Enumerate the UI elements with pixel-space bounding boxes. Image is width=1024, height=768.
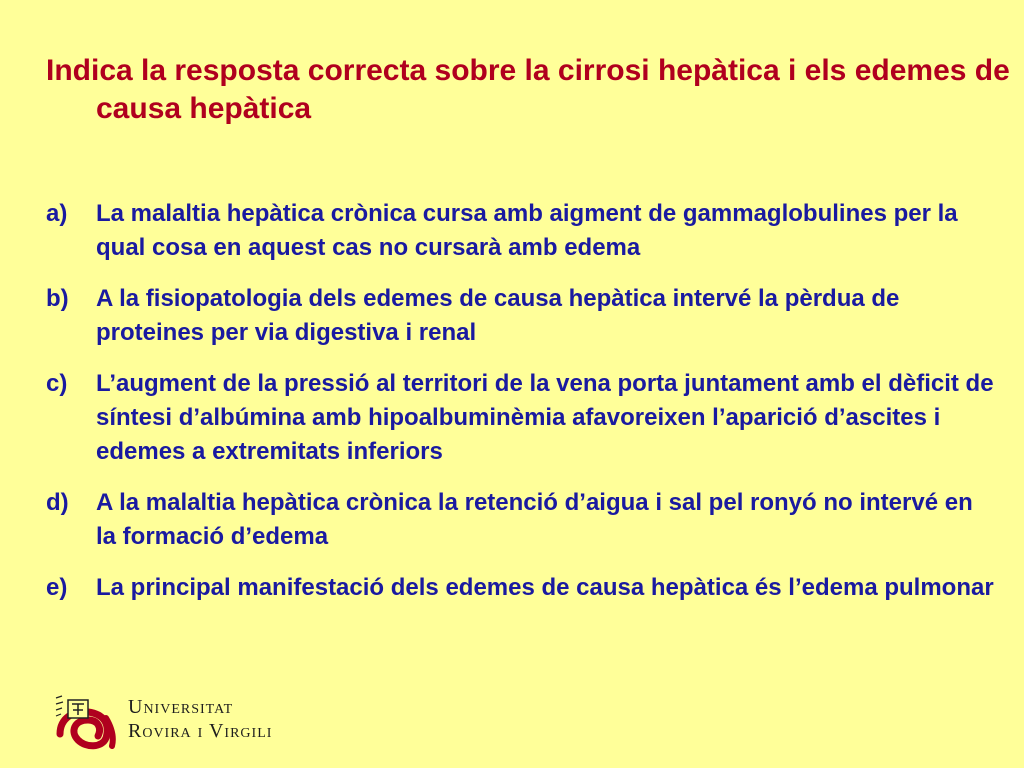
question-title: Indica la resposta correcta sobre la cirrosi hepàtica i els edemes de causa hepàtica [46, 54, 1010, 125]
option-d [46, 486, 996, 554]
option-text: A la malaltia hepàtica crònica la retenció d’aigua i sal pel ronyó no intervé en la formació d’edema [96, 489, 973, 550]
option-a [46, 197, 996, 265]
university-logo [52, 688, 322, 750]
option-e [46, 571, 996, 605]
option-letter: a) [46, 200, 68, 227]
option-text: A la fisiopatologia dels edemes de causa hepàtica intervé la pèrdua de proteines per via digestiva i renal [96, 285, 900, 346]
option-letter: e) [46, 574, 68, 601]
option-letter: c) [46, 370, 68, 397]
option-text: La malaltia hepàtica crònica cursa amb aigment de gammaglobulines per la qual cosa en aquest cas no cursarà amb edema [96, 200, 958, 261]
option-letter: b) [46, 285, 69, 312]
answer-options [46, 197, 996, 622]
university-name-line2: Rovira i Virgili [128, 720, 273, 742]
university-name [128, 695, 272, 743]
university-emblem-icon [52, 688, 118, 750]
option-c [46, 367, 996, 469]
option-text: La principal manifestació dels edemes de causa hepàtica és l’edema pulmonar [96, 574, 994, 601]
university-name-line1: Universitat [128, 696, 234, 718]
option-letter: d) [46, 489, 69, 516]
option-text: L’augment de la pressió al territori de la vena porta juntament amb el dèficit de síntesi d’albúmina amb hipoalbuminèmia afavoreixen l’aparició d’ascites i edemes a extremitats inferiors [96, 370, 994, 465]
option-b [46, 282, 996, 350]
